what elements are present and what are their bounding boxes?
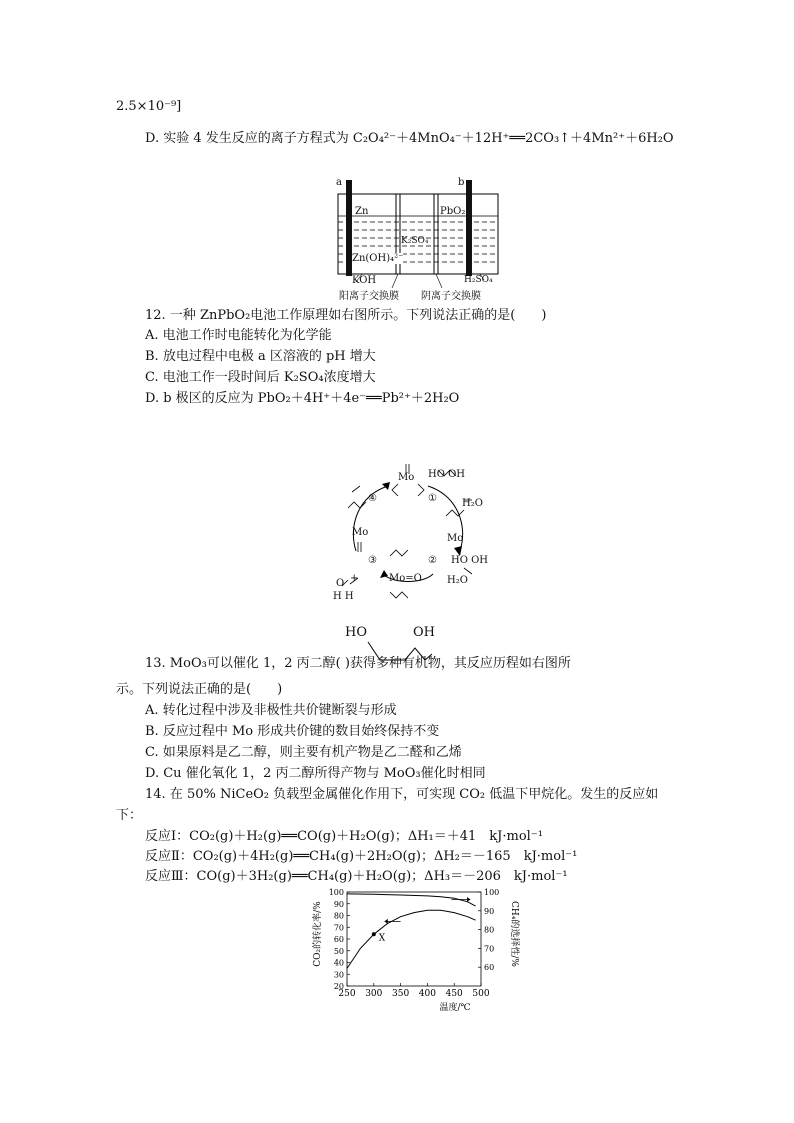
q14-stem-2: 下： [116,808,143,823]
q12-option-a: A. 电池工作时电能转化为化学能 [145,328,332,343]
mo-eq-o: Mo=O [389,573,422,584]
ch4-selectivity-line [347,894,476,906]
x-tick-label: 350 [392,989,410,999]
q13-option-c: C. 如果原料是乙二醇，则主要有机产物是乙二醛和乙烯 [145,745,462,760]
mo-left: Mo [352,527,369,538]
koh-label: KOH [352,275,377,286]
cation-membrane-label: 阳离子交换膜 [339,291,399,302]
step-3: ③ [368,555,377,566]
q14-reaction-1: 反应Ⅰ：CO₂(g)＋H₂(g)══CO(g)＋H₂O(g)；ΔH₁＝＋41 kJ·mol⁻¹ [145,829,543,844]
glycol-oh: OH [413,625,435,640]
chart-plot-frame [347,892,481,986]
plus-label: + [350,573,359,584]
y-left-tick-label: 40 [333,958,344,968]
electrode-b [466,180,472,276]
electrode-a-label: a [336,177,342,188]
o-label: O [336,578,345,589]
zn-label: Zn [355,206,369,217]
y-left-tick-label: 80 [333,911,344,921]
chart-y-axis-right-label: CH₄的选择性/% [509,901,519,967]
ho-oh-top: HO OH [428,469,466,480]
point-x-marker [372,932,376,936]
x-tick-label: 500 [472,989,490,999]
anion-membrane-label: 阴离子交换膜 [421,291,481,302]
mo-top: Mo [398,472,415,483]
y-left-tick-label: 90 [333,899,344,909]
y-left-tick-label: 100 [328,888,344,897]
y-right-tick-label: 100 [484,888,500,897]
q14-reaction-2: 反应Ⅱ：CO₂(g)＋4H₂(g)══CH₄(g)＋2H₂O(g)；ΔH₂＝－165 kJ·mol⁻¹ [145,849,578,864]
y-left-tick-label: 30 [333,970,344,980]
h2so4-label: H₂SO₄ [464,275,493,285]
k2so4-label: K₂SO₄ [401,236,429,246]
co2-methanation-chart [305,886,535,1016]
q11-option-d: D. 实验 4 发生反应的离子方程式为 C₂O₄²⁻＋4MnO₄⁻＋12H⁺══2CO₃↑＋4Mn²⁺＋6H₂O [145,131,674,146]
q13-option-d: D. Cu 催化氧化 1，2 丙二醇所得产物与 MoO₃催化时相同 [145,766,486,781]
h2o-top: H₂O [462,498,483,509]
chart-x-axis-label: 温度/℃ [439,1003,471,1013]
x-tick-label: 450 [445,989,463,999]
q12-option-b: B. 放电过程中电极 a 区溶液的 pH 增大 [145,349,376,364]
q12-option-d: D. b 极区的反应为 PbO₂＋4H⁺＋4e⁻══Pb²⁺＋2H₂O [145,391,460,406]
q13-option-a: A. 转化过程中涉及非极性共价键断裂与形成 [145,703,397,718]
q13-stem-1: 13. MoO₃可以催化 1，2 丙二醇( )获得多种有机物，其反应历程如右图所 [145,656,571,671]
x-tick-label: 400 [418,989,436,999]
y-right-tick-label: 90 [484,906,495,916]
y-left-tick-label: 50 [333,946,344,956]
co2-conversion-line [347,910,476,968]
y-left-tick-label: 70 [333,923,344,933]
x-tick-label: 250 [338,989,356,999]
q14-reaction-3: 反应Ⅲ：CO(g)＋3H₂(g)══CH₄(g)＋H₂O(g)；ΔH₃＝－206 kJ·mol⁻¹ [145,869,568,884]
prev-line: 2.5×10⁻⁹] [116,99,182,114]
y-right-tick-label: 80 [484,925,495,935]
y-left-tick-label: 60 [333,935,344,944]
q13-option-b: B. 反应过程中 Mo 形成共价键的数目始终保持不变 [145,724,440,739]
q13-stem-2: 示。下列说法正确的是( ) [116,682,283,697]
y-right-tick-label: 70 [484,944,495,954]
pbo2-label: PbO₂ [440,206,466,217]
left-axis-arrowhead [385,919,388,924]
znoh-label: Zn(OH)₄²⁻ [352,253,404,264]
step-2: ② [428,555,437,566]
glycol-ho: HO [345,625,367,640]
mo-right: Mo [447,533,464,544]
q12-option-c: C. 电池工作一段时间后 K₂SO₄浓度增大 [145,370,376,385]
step-1: ① [428,493,437,504]
ho-oh-right: HO OH [451,555,489,566]
chart-y-axis-left-label: CO₂的转化率/% [313,901,323,967]
electrode-b-label: b [458,177,465,188]
y-right-tick-label: 60 [484,963,495,973]
right-axis-arrowhead [467,897,470,902]
x-tick-label: 300 [365,989,383,999]
q12-stem: 12. 一种 ZnPbO₂电池工作原理如右图所示。下列说法正确的是( ) [145,308,547,323]
y-left-tick-label: 20 [333,982,344,991]
q14-stem-1: 14. 在 50% NiCeO₂ 负载型金属催化作用下，可实现 CO₂ 低温下甲烷化。发生的反应如 [145,787,659,802]
h-h-label: H H [333,591,354,602]
point-x-label: X [378,933,386,944]
step-4: ④ [368,493,377,504]
h2o-right: H₂O [447,575,468,586]
